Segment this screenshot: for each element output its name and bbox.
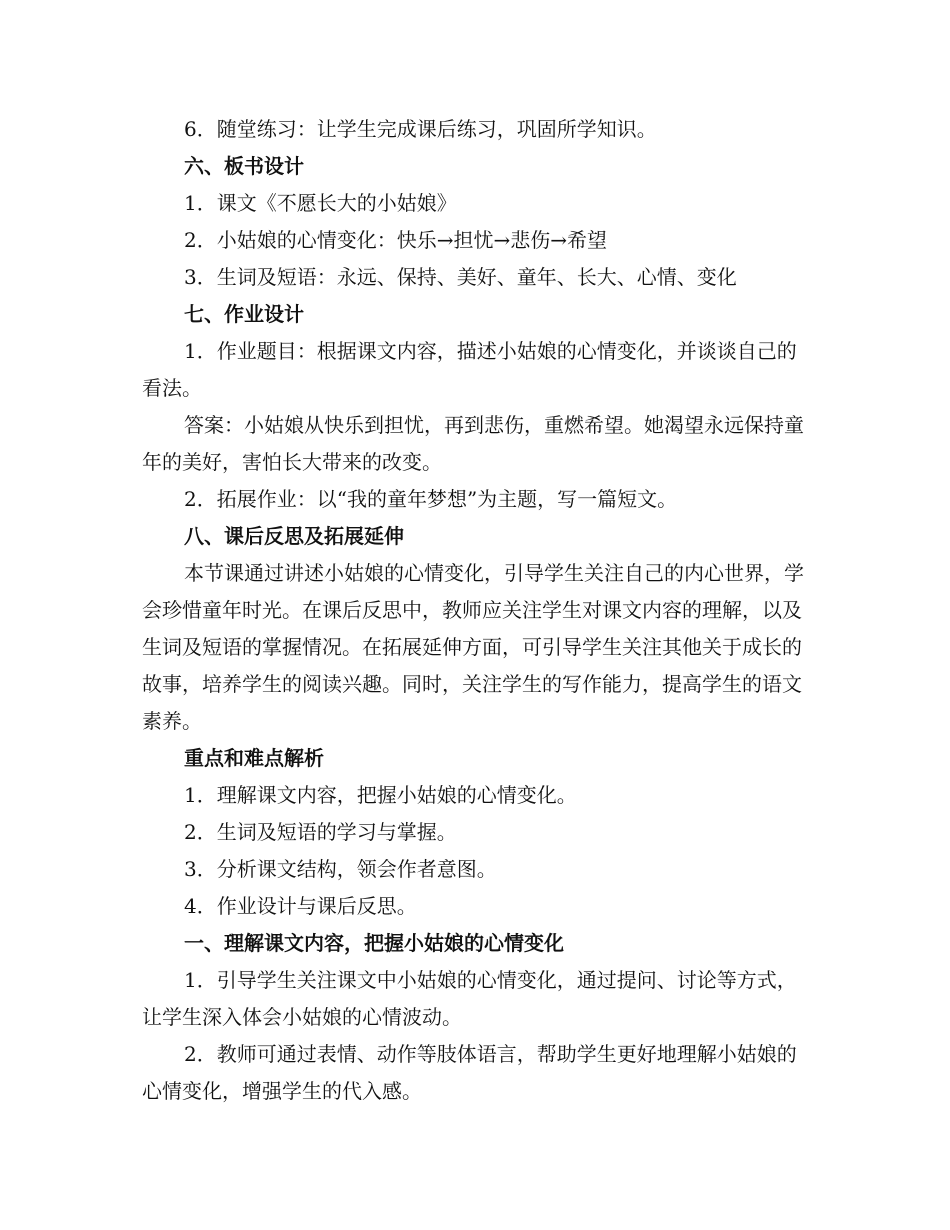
heading-blackboard-design: 六、板书设计 (184, 154, 304, 178)
paragraph-key-point-2: 2．生词及短语的学习与掌握。 (184, 820, 457, 844)
paragraph-homework-answer: 答案：小姑娘从快乐到担忧，再到悲伤，重燃希望。她渴望永远保持童年的美好，害怕长大带来的改变。 (142, 413, 804, 474)
paragraph-practice: 6．随堂练习：让学生完成课后练习，巩固所学知识。 (184, 117, 657, 141)
paragraph-key-point-1: 1．理解课文内容，把握小姑娘的心情变化。 (184, 783, 577, 807)
paragraph-understanding-1: 1．引导学生关注课文中小姑娘的心情变化，通过提问、讨论等方式，让学生深入体会小姑娘的心情波动。 (142, 968, 797, 1029)
paragraph-homework-2: 2．拓展作业：以“我的童年梦想”为主题，写一篇短文。 (184, 487, 678, 511)
paragraph-board-item-1: 1．课文《不愿长大的小姑娘》 (184, 191, 457, 215)
paragraph-board-item-2: 2．小姑娘的心情变化：快乐→担忧→悲伤→希望 (184, 228, 607, 252)
paragraph-key-point-3: 3．分析课文结构，领会作者意图。 (184, 857, 497, 881)
document-body (142, 111, 808, 1110)
heading-homework-design: 七、作业设计 (184, 302, 304, 326)
paragraph-understanding-2: 2．教师可通过表情、动作等肢体语言，帮助学生更好地理解小姑娘的心情变化，增强学生的代入感。 (142, 1042, 797, 1103)
paragraph-board-item-3: 3．生词及短语：永远、保持、美好、童年、长大、心情、变化 (184, 265, 737, 289)
heading-reflection: 八、课后反思及拓展延伸 (184, 524, 404, 548)
paragraph-reflection: 本节课通过讲述小姑娘的心情变化，引导学生关注自己的内心世界，学会珍惜童年时光。在课后反思中，教师应关注学生对课文内容的理解，以及生词及短语的掌握情况。在拓展延伸方面，可引导学生关注其他关于成长的故事，培养学生的阅读兴趣。同时，关注学生的写作能力，提高学生的语文素养。 (142, 561, 804, 733)
heading-key-points: 重点和难点解析 (184, 746, 324, 770)
heading-understanding: 一、理解课文内容，把握小姑娘的心情变化 (184, 931, 564, 955)
paragraph-homework-1: 1．作业题目：根据课文内容，描述小姑娘的心情变化，并谈谈自己的看法。 (142, 339, 797, 400)
paragraph-key-point-4: 4．作业设计与课后反思。 (184, 894, 417, 918)
